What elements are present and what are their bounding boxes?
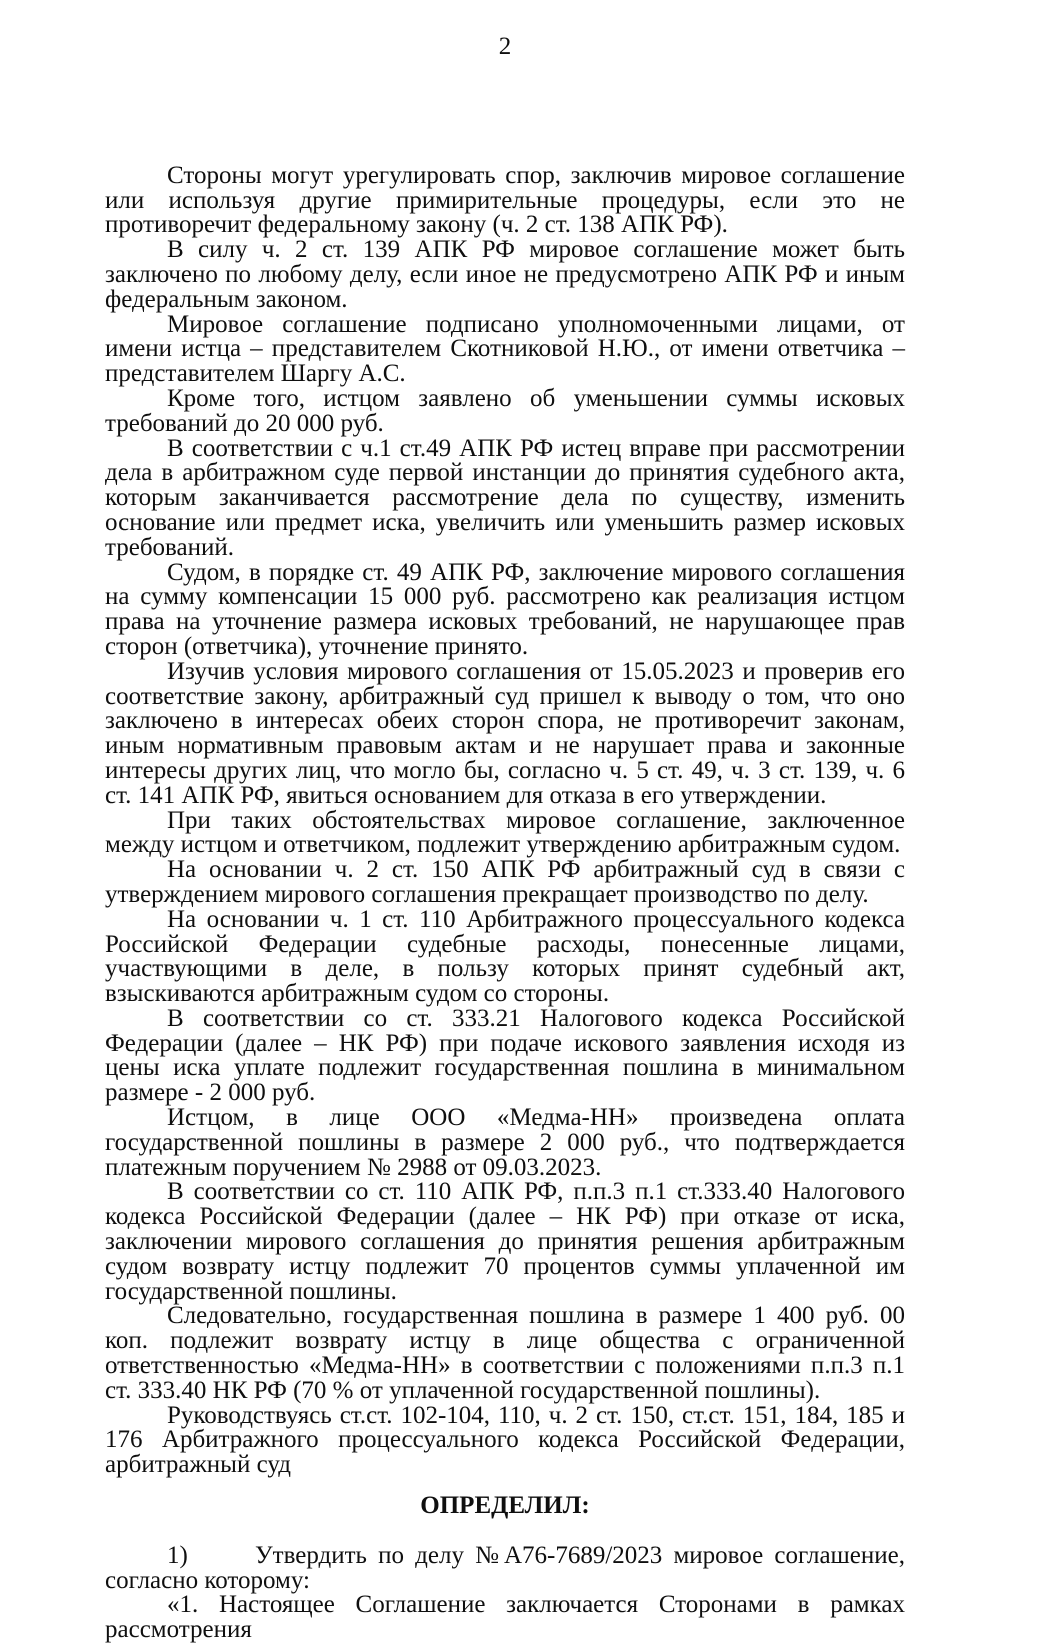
paragraph: Стороны могут урегулировать спор, заключив мировое соглашение или используя другие примирительные процедуры, если это не противоречит федеральному закону (ч. 2 ст. 138 АПК РФ).	[105, 161, 905, 239]
paragraph: На основании ч. 2 ст. 150 АПК РФ арбитражный суд в связи с утверждением мирового соглашения прекращает производство по делу.	[105, 856, 905, 908]
paragraph: На основании ч. 1 ст. 110 Арбитражного процессуального кодекса Российской Федерации судебные расходы, понесенные лицами, участвующими в деле, в пользу которых принят судебный акт, взыскиваются арбитражным судом со стороны.	[105, 905, 905, 1008]
paragraph: Кроме того, истцом заявлено об уменьшении суммы исковых требований до 20 000 руб.	[105, 384, 905, 437]
page-number: 2	[498, 33, 512, 60]
paragraph: В соответствии со ст. 333.21 Налогового кодекса Российской Федерации (далее – НК РФ) при подаче искового заявления исходя из цены иска уплате подлежит государственная пошлина в минимальном размере - 2 000 руб.	[105, 1004, 905, 1107]
ruling-item: 1) Утвердить по делу №А76-7689/2023 мировое соглашение, согласно которому:	[105, 1541, 905, 1594]
paragraph: Истцом, в лице ООО «Медма-НН» произведена оплата государственной пошлины в размере 2 000 руб., что подтверждается платежным поручением № 2988 от 09.03.2023.	[105, 1104, 905, 1181]
ruling-heading: ОПРЕДЕЛИЛ:	[420, 1492, 590, 1520]
paragraph: Изучив условия мирового соглашения от 15.05.2023 и проверив его соответствие закону, арбитражный суд пришел к выводу о том, что оно заключено в интересах обеих сторон спора, не противоречит законам, иным нормативным правовым актам и не нарушает права и законные интересы других лиц, что могло бы, согласно ч. 5 ст. 49, ч. 3 ст. 139, ч. 6 ст. 141 АПК РФ, явиться основанием для отказа в его утверждении.	[105, 657, 905, 809]
ruling-item: «1. Настоящее Соглашение заключается Сторонами в рамках рассмотрения	[105, 1591, 905, 1643]
paragraph: Руководствуясь ст.ст. 102-104, 110, ч. 2 ст. 150, ст.ст. 151, 184, 185 и 176 Арбитражного процессуального кодекса Российской Федерации, арбитражный суд	[105, 1401, 905, 1479]
paragraph: При таких обстоятельствах мировое соглашение, заключенное между истцом и ответчиком, подлежит утверждению арбитражным судом.	[105, 806, 905, 859]
paragraph: Судом, в порядке ст. 49 АПК РФ, заключение мирового соглашения на сумму компенсации 15 000 руб. рассмотрено как реализация истцом права на уточнение размера исковых требований, не нарушающее прав сторон (ответчика), уточнение принято.	[105, 558, 905, 660]
paragraph: В соответствии со ст. 110 АПК РФ, п.п.3 п.1 ст.333.40 Налогового кодекса Российской Федерации (далее – НК РФ) при отказе от иска, заключении мирового соглашения до принятия решения арбитражным судом возврату истцу подлежит 70 процентов суммы уплаченной им государственной пошлины.	[105, 1178, 905, 1305]
paragraph: Мировое соглашение подписано уполномоченными лицами, от имени истца – представителем Скотниковой Н.Ю., от имени ответчика – представителем Шаргу А.С.	[105, 310, 905, 388]
paragraph: В силу ч. 2 ст. 139 АПК РФ мировое соглашение может быть заключено по любому делу, если иное не предусмотрено АПК РФ и иным федеральным законом.	[105, 236, 905, 313]
paragraph: В соответствии с ч.1 ст.49 АПК РФ истец вправе при рассмотрении дела в арбитражном суде первой инстанции до принятия судебного акта, которым заканчивается рассмотрение дела по существу, изменить основание или предмет иска, увеличить или уменьшить размер исковых требований.	[105, 434, 905, 561]
paragraph: Следовательно, государственная пошлина в размере 1 400 руб. 00 коп. подлежит возврату истцу в лице общества с ограниченной ответственностью «Медма-НН» в соответствии с положениями п.п.3 п.1 ст. 333.40 НК РФ (70 % от уплаченной государственной пошлины).	[105, 1302, 905, 1404]
document-body	[105, 161, 905, 1643]
